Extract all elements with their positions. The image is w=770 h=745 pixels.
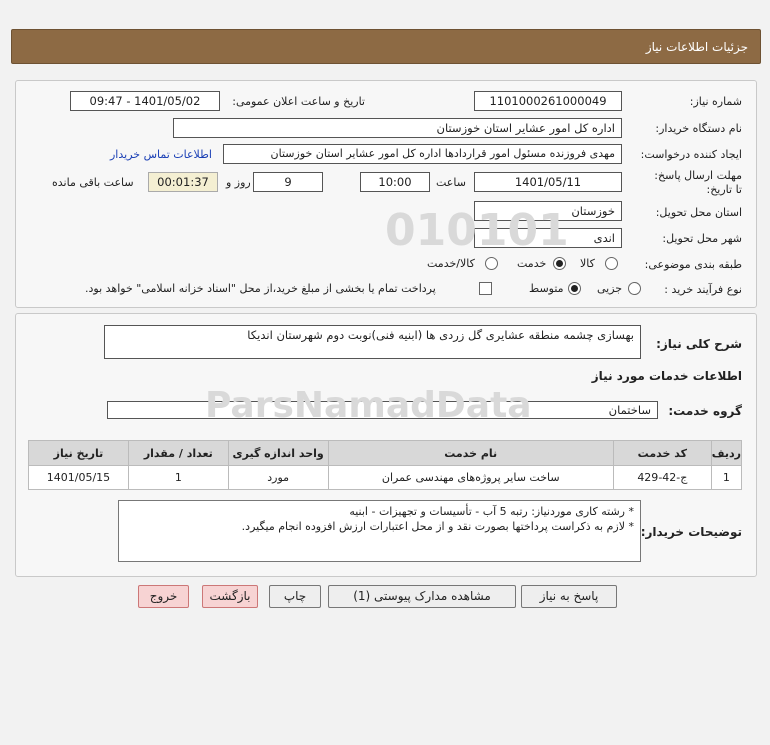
cell-qty: 1 — [128, 466, 228, 490]
back-button[interactable]: بازگشت — [202, 585, 258, 608]
page-header — [11, 29, 761, 64]
buyer-notes-field — [118, 500, 641, 562]
buyer-org-label: نام دستگاه خریدار: — [655, 122, 742, 135]
col-header-qty: تعداد / مقدار — [128, 441, 228, 466]
category-label: طبقه بندی موضوعی: — [644, 258, 742, 271]
category-radio-goods-service[interactable] — [485, 257, 498, 270]
purchase-option-small: جزیی — [597, 282, 623, 295]
cell-unit: مورد — [228, 466, 328, 490]
purchase-radio-small[interactable] — [628, 282, 641, 295]
cell-row: 1 — [711, 466, 741, 490]
category-option-service: خدمت — [517, 257, 547, 270]
watermark-digits: 010101 — [385, 205, 569, 256]
payment-note: پرداخت تمام یا بخشی از مبلغ خرید،از محل "اسناد خزانه اسلامی" خواهد بود. — [85, 282, 436, 295]
time-label: ساعت — [436, 176, 466, 189]
category-option-goods: کالا — [580, 257, 595, 270]
watermark-logo-text: ParsNamadData — [205, 385, 532, 426]
view-attachments-button[interactable]: مشاهده مدارک پیوستی (1) — [328, 585, 516, 608]
description-field: بهسازی چشمه منطقه عشایری گل زردی ها (ابنیه فنی)نوبت دوم شهرستان اندیکا — [104, 325, 641, 359]
purchase-option-medium: متوسط — [529, 282, 564, 295]
province-label: استان محل تحویل: — [655, 206, 742, 219]
col-header-name: نام خدمت — [328, 441, 613, 466]
need-details-panel — [15, 80, 757, 308]
col-header-row: ردیف — [711, 441, 741, 466]
remaining-label: ساعت باقی مانده — [52, 176, 134, 189]
days-label: روز و — [226, 176, 251, 189]
purchase-radio-medium[interactable] — [568, 282, 581, 295]
remaining-timer: 00:01:37 — [148, 172, 218, 192]
requester-field: مهدی فروزنده مسئول امور قراردادها اداره کل امور عشایر استان خوزستان — [223, 144, 622, 164]
buyer-org-field: اداره کل امور عشایر استان خوزستان — [173, 118, 622, 138]
notes-line-2: * لازم به ذکراست پرداختها بصورت نقد و از محل اعتبارات ارزش افزوده انجام میگیرد. — [241, 520, 634, 533]
province-field: خوزستان — [474, 201, 622, 221]
treasury-payment-checkbox[interactable] — [479, 282, 492, 295]
buyer-notes-label: توضیحات خریدار: — [640, 525, 742, 539]
city-field: اندی — [474, 228, 622, 248]
announce-label: تاریخ و ساعت اعلان عمومی: — [232, 95, 365, 108]
category-radio-service[interactable] — [553, 257, 566, 270]
city-label: شهر محل تحویل: — [662, 232, 742, 245]
category-radio-goods[interactable] — [605, 257, 618, 270]
print-button[interactable]: چاپ — [269, 585, 321, 608]
category-option-goods-service: کالا/خدمت — [427, 257, 475, 270]
services-section-title: اطلاعات خدمات مورد نیاز — [591, 369, 742, 383]
cell-name: ساخت سایر پروژه‌های مهندسی عمران — [328, 466, 613, 490]
col-header-unit: واحد اندازه گیری — [228, 441, 328, 466]
cell-date: 1401/05/15 — [29, 466, 129, 490]
purchase-type-label: نوع فرآیند خرید : — [664, 283, 742, 296]
need-number-field: 1101000261000049 — [474, 91, 622, 111]
col-header-date: تاریخ نیاز — [29, 441, 129, 466]
description-label: شرح کلی نیاز: — [656, 337, 742, 351]
reply-button[interactable]: پاسخ به نیاز — [521, 585, 617, 608]
deadline-time-field: 10:00 — [360, 172, 430, 192]
cell-code: ج-42-429 — [613, 466, 711, 490]
page-title: جزئیات اطلاعات نیاز — [645, 40, 748, 54]
exit-button[interactable]: خروج — [138, 585, 189, 608]
table-row — [29, 466, 742, 490]
notes-line-1: * رشته کاری موردنیاز: رتبه 5 آب - تأسیسات و تجهیزات - ابنیه — [349, 505, 634, 518]
table-header-row — [29, 441, 742, 466]
need-number-label: شماره نیاز: — [689, 95, 742, 108]
days-field: 9 — [253, 172, 323, 192]
contact-buyer-link[interactable]: اطلاعات تماس خریدار — [110, 148, 212, 161]
deadline-label: مهلت ارسال پاسخ: تا تاریخ: — [654, 169, 742, 196]
deadline-date-field: 1401/05/11 — [474, 172, 622, 192]
service-group-field: ساختمان — [107, 401, 658, 419]
announce-datetime-field: 1401/05/02 - 09:47 — [70, 91, 220, 111]
services-table — [28, 440, 742, 490]
requester-label: ایجاد کننده درخواست: — [640, 148, 742, 161]
col-header-code: کد خدمت — [613, 441, 711, 466]
service-group-label: گروه خدمت: — [668, 404, 742, 418]
